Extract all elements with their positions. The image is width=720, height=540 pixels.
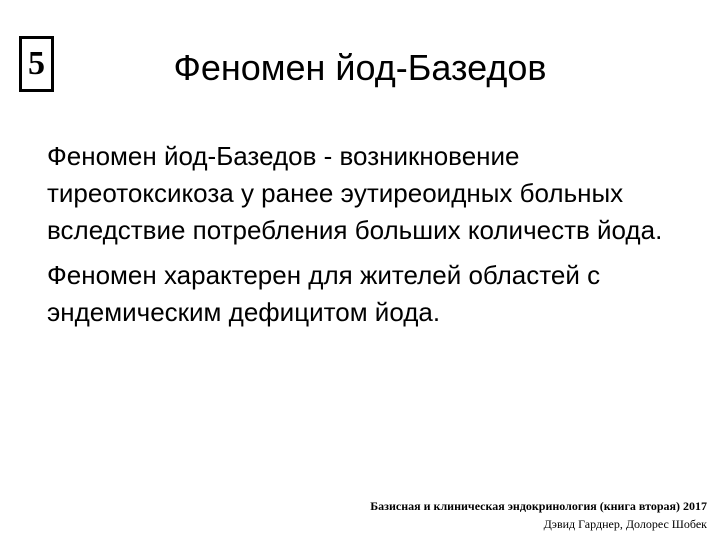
source-citation [370,497,707,533]
slide-title: Феномен йод-Базедов [173,47,547,88]
body-paragraph-prevalence: Феномен характерен для жителей областей с эндемическим дефицитом йода. [47,260,601,327]
slide-number-badge [19,36,54,92]
source-authors: Дэвид Гарднер, Долорес Шобек [543,517,707,531]
slide-body [47,138,687,339]
body-paragraph-definition: Феномен йод-Базедов - возникновение тиреотоксикоза у ранее эутиреоидных больных вследствие потребления больших количеств йода. [47,141,663,245]
slide-number: 5 [28,45,45,82]
source-book-title: Базисная и клиническая эндокринология (книга вторая) 2017 [370,499,707,513]
